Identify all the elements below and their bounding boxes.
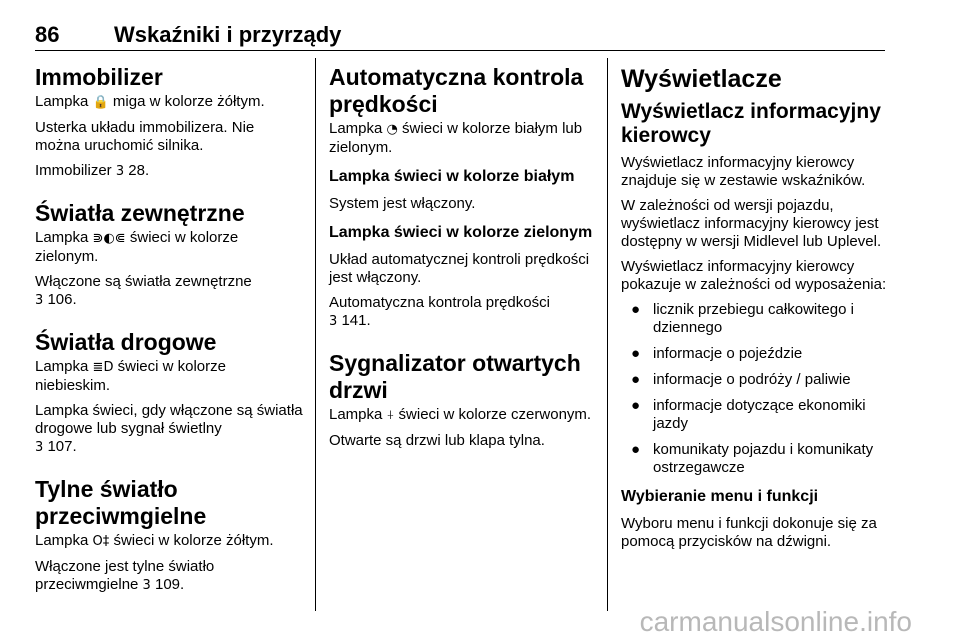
bullet-icon: ●: [631, 397, 641, 414]
list-item: [621, 301, 887, 337]
text: Włączone są światła zewnętrzne: [35, 273, 252, 290]
list-item-text: informacje dotyczące ekonomiki jazdy: [653, 397, 866, 432]
column-divider: [607, 58, 608, 611]
text: świeci w kolorze żółtym.: [109, 532, 274, 549]
text: Lampka: [35, 532, 93, 549]
page-reference-link[interactable]: 109.: [150, 576, 185, 593]
section-immobilizer: [35, 64, 303, 181]
door-open-icon: ⍭: [386, 408, 395, 423]
paragraph: [35, 558, 303, 595]
bullet-icon: ●: [631, 345, 641, 362]
text: Lampka: [35, 93, 93, 110]
bullet-icon: ●: [631, 371, 641, 388]
page-reference-link[interactable]: 141.: [337, 312, 371, 329]
paragraph: Układ automatycznej kontroli prędkości jest włączony.: [329, 251, 590, 286]
rear-fog-light-icon: O‡: [92, 534, 110, 549]
page-reference-icon: 3: [142, 578, 151, 593]
bullet-icon: ●: [631, 301, 641, 318]
paragraph: System jest włączony.: [329, 195, 476, 212]
cruise-control-icon: ◔: [386, 122, 398, 137]
section-exterior-lights: [35, 200, 303, 310]
header-rule: [35, 50, 885, 51]
text: Lampka: [35, 358, 93, 375]
high-beam-icon: ≣D: [92, 360, 114, 375]
text: świeci w kolorze białym lub zielonym.: [329, 120, 583, 156]
paragraph: [35, 162, 303, 181]
subheading: Lampka świeci w kolorze białym: [329, 168, 575, 185]
section-cruise-control: [329, 64, 595, 331]
list-item-text: informacje o podróży / paliwie: [653, 371, 851, 388]
paragraph: [329, 120, 595, 157]
paragraph: [35, 532, 303, 551]
page-reference-icon: 3: [329, 314, 338, 329]
paragraph: [35, 93, 303, 112]
text: świeci w kolorze niebieskim.: [35, 358, 226, 394]
text: świeci w kolorze czerwonym.: [394, 406, 592, 423]
paragraph: [329, 294, 595, 331]
page-reference-icon: 3: [35, 293, 44, 308]
page-header: [35, 22, 885, 52]
list-item-text: komunikaty pojazdu i komunikaty ostrzegawcze: [653, 441, 874, 476]
page-reference-icon: 3: [35, 440, 44, 455]
list-item: [621, 397, 887, 433]
page-reference-link[interactable]: 106.: [43, 291, 77, 308]
column-divider: [315, 58, 316, 611]
section-high-beam: [35, 329, 303, 457]
section-heading: Światła zewnętrzne: [35, 200, 245, 226]
page-reference-icon: 3: [115, 164, 125, 179]
section-door-open: [329, 350, 595, 450]
section-rear-fog-light: [35, 476, 303, 595]
paragraph: W zależności od wersji pojazdu, wyświetlacz informacyjny kierowcy jest dostępny w wersji Midlevel lub Uplevel.: [621, 197, 882, 250]
section-heading: Sygnalizator otwartych drzwi: [329, 350, 581, 403]
text: miga w kolorze żółtym.: [108, 93, 265, 110]
paragraph: [329, 406, 595, 425]
section-heading: Immobilizer: [35, 64, 163, 90]
paragraph: Wyboru menu i funkcji dokonuje się za pomocą przycisków na dźwigni.: [621, 515, 877, 550]
running-title: Wskaźniki i przyrządy: [114, 22, 342, 47]
subheading: Lampka świeci w kolorze zielonym: [329, 224, 593, 241]
page-number: 86: [35, 22, 60, 47]
paragraph: Wyświetlacz informacyjny kierowcy pokazuje w zależności od wyposażenia:: [621, 258, 887, 293]
list-item-text: informacje o pojeździe: [653, 345, 803, 362]
text: Lampka świeci, gdy włączone są światła drogowe lub sygnał świetlny: [35, 402, 303, 437]
section-heading: Automatyczna kontrola prędkości: [329, 64, 584, 117]
paragraph: [35, 273, 303, 310]
section-heading: Światła drogowe: [35, 329, 217, 355]
text: świeci w kolorze zielonym.: [35, 229, 239, 265]
subheading: Wybieranie menu i funkcji: [621, 488, 819, 505]
text: Lampka: [329, 406, 387, 423]
column-1: [35, 64, 303, 602]
watermark: carmanualsonline.info: [639, 606, 912, 637]
page-reference-link[interactable]: 28.: [124, 162, 150, 179]
paragraph: [35, 402, 303, 457]
text: Lampka: [35, 229, 93, 246]
immobilizer-lamp-icon: 🔒: [92, 95, 109, 110]
text: Automatyczna kontrola prędkości: [329, 294, 550, 311]
list-item-text: licznik przebiegu całkowitego i dziennego: [653, 301, 854, 336]
feature-list: [621, 301, 887, 477]
paragraph: [35, 229, 303, 266]
paragraph: [35, 358, 303, 395]
column-3: [621, 64, 887, 558]
exterior-light-icon: ⋑◐⋐: [92, 231, 126, 246]
column-2: [329, 64, 595, 457]
text: Lampka: [329, 120, 387, 137]
section-heading: Wyświetlacz informacyjny kierowcy: [621, 100, 881, 147]
page-reference-link[interactable]: 107.: [43, 438, 77, 455]
bullet-icon: ●: [631, 441, 641, 458]
section-heading: Tylne światło przeciwmgielne: [35, 476, 207, 529]
list-item: [621, 441, 887, 477]
paragraph: Usterka układu immobilizera. Nie można uruchomić silnika.: [35, 119, 255, 154]
text: Immobilizer: [35, 162, 116, 179]
chapter-heading: Wyświetlacze: [621, 65, 782, 93]
list-item: [621, 371, 887, 389]
paragraph: Wyświetlacz informacyjny kierowcy znajduje się w zestawie wskaźników.: [621, 154, 866, 189]
text: Włączone jest tylne światło przeciwmgielne: [35, 558, 215, 593]
list-item: [621, 345, 887, 363]
paragraph: Otwarte są drzwi lub klapa tylna.: [329, 432, 545, 449]
